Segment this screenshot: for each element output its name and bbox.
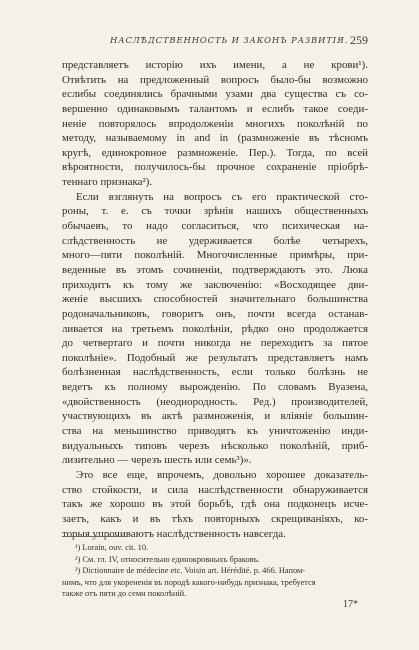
text-line: женіе высшихъ способностей значительнаго большинства	[62, 293, 368, 306]
text-line: вершенно одинаковымъ талантомъ и еслибъ такое соеди-	[62, 102, 368, 115]
footnotes	[62, 542, 368, 600]
text-line: такъ же хорошо въ этой борьбѣ, гдѣ она подконецъ исче-	[62, 498, 368, 511]
text-line: лизительно — черезъ шесть или семь³)».	[62, 454, 252, 467]
text-line: ство стойкости, и сила наслѣдственности обнаруживается	[62, 483, 368, 496]
footnote: ³) Dictionnaire de médecine etc. Voisin art. Hérédité. p. 466. Напом-	[75, 566, 306, 576]
text-line: неніе повторялось впродолженіи многихъ поколѣній по	[62, 117, 368, 130]
running-title: НАСЛѢДСТВЕННОСТЬ И ЗАКОНЪ РАЗВИТІЯ.	[110, 35, 349, 45]
text-line: родоначальниковъ, говоритъ онъ, почти всегда останав-	[62, 307, 368, 320]
footnote: ²) См. гл. IV, относительно единокровныхъ браковъ.	[75, 554, 260, 564]
text-line: роны, т. е. съ точки зрѣнія нашихъ общественныхъ	[62, 205, 368, 218]
signature-mark: 17*	[343, 599, 358, 610]
text-line: ведетъ къ полному вырожденію. По словамъ Вуазена,	[62, 381, 368, 394]
text-line: участвующихъ въ актѣ размноженія, и вліяніе большин-	[62, 410, 368, 423]
text-line: видуальныхъ типовъ черезъ нѣсколько поколѣній, приб-	[62, 439, 368, 452]
body-text	[62, 58, 368, 541]
text-line: кругѣ, единокровное размноженіе. Пер.). Тогда, по всей	[62, 146, 368, 159]
text-line: вѣроятности, получилось-бы прочное сохраненіе пріобрѣ-	[62, 161, 368, 174]
text-line: много—пяти поколѣній. Многочисленные примѣры, при-	[62, 249, 368, 262]
text-line: заетъ, какъ и въ тѣхъ повторныхъ скрещиваніяхъ, ко-	[62, 512, 368, 525]
footnote-continuation: нимъ, что для укорененія въ породѣ какого-нибудь признака, требуется	[62, 577, 316, 587]
text-line: ства на меньшинство приводятъ къ уничтоженію инди-	[62, 425, 368, 438]
page-number: 259	[350, 33, 368, 47]
text-line: Если взглянуть на вопросъ съ его практической сто-	[76, 190, 368, 203]
text-line: «двойственность (неоднородность. Ред.) производителей,	[62, 395, 368, 408]
footnote-continuation: также отъ пяти до семи поколѣній.	[62, 589, 187, 599]
text-line: представляетъ исторію ихъ имени, а не крови¹).	[62, 59, 368, 71]
text-line: торыя упрочиваютъ наслѣдственность навсегда.	[62, 527, 286, 540]
text-line: обычаевъ, то надо согласиться, что психическая на-	[62, 220, 368, 233]
footnote: ¹) Lorain, ouv. cit. 10.	[75, 543, 149, 552]
text-line: приходитъ къ тому же заключенію: «Восходящее дви-	[62, 278, 368, 291]
text-line: Отвѣтить на предложенный вопросъ было-бы возможно	[62, 73, 368, 86]
running-head	[0, 35, 419, 51]
text-line: веденные въ этомъ сочиненіи, подтверждаютъ это. Люка	[62, 263, 368, 276]
text-line: слѣдственность не удерживается болѣе четырехъ,	[62, 234, 368, 247]
text-line: методу, называемому in and in (размноженіе въ тѣсномъ	[62, 132, 368, 145]
text-line: поколѣніе». Подобный же результатъ представляетъ намъ	[62, 351, 368, 364]
text-line: теннаго признака²).	[62, 176, 153, 189]
text-line: до четвертаго и почти никогда не переходитъ за пятое	[62, 337, 368, 350]
footnote-separator	[62, 536, 128, 537]
text-line: болѣзненная наслѣдственность, если только болѣзнь не	[62, 366, 368, 379]
text-line: ливается на третьемъ поколѣніи, рѣдко оно продолжается	[62, 322, 368, 335]
text-line: Это все еще, впрочемъ, довольно хорошее доказатель-	[76, 468, 368, 481]
text-line: еслибы соединялись брачными узами два существа съ со-	[62, 88, 368, 101]
